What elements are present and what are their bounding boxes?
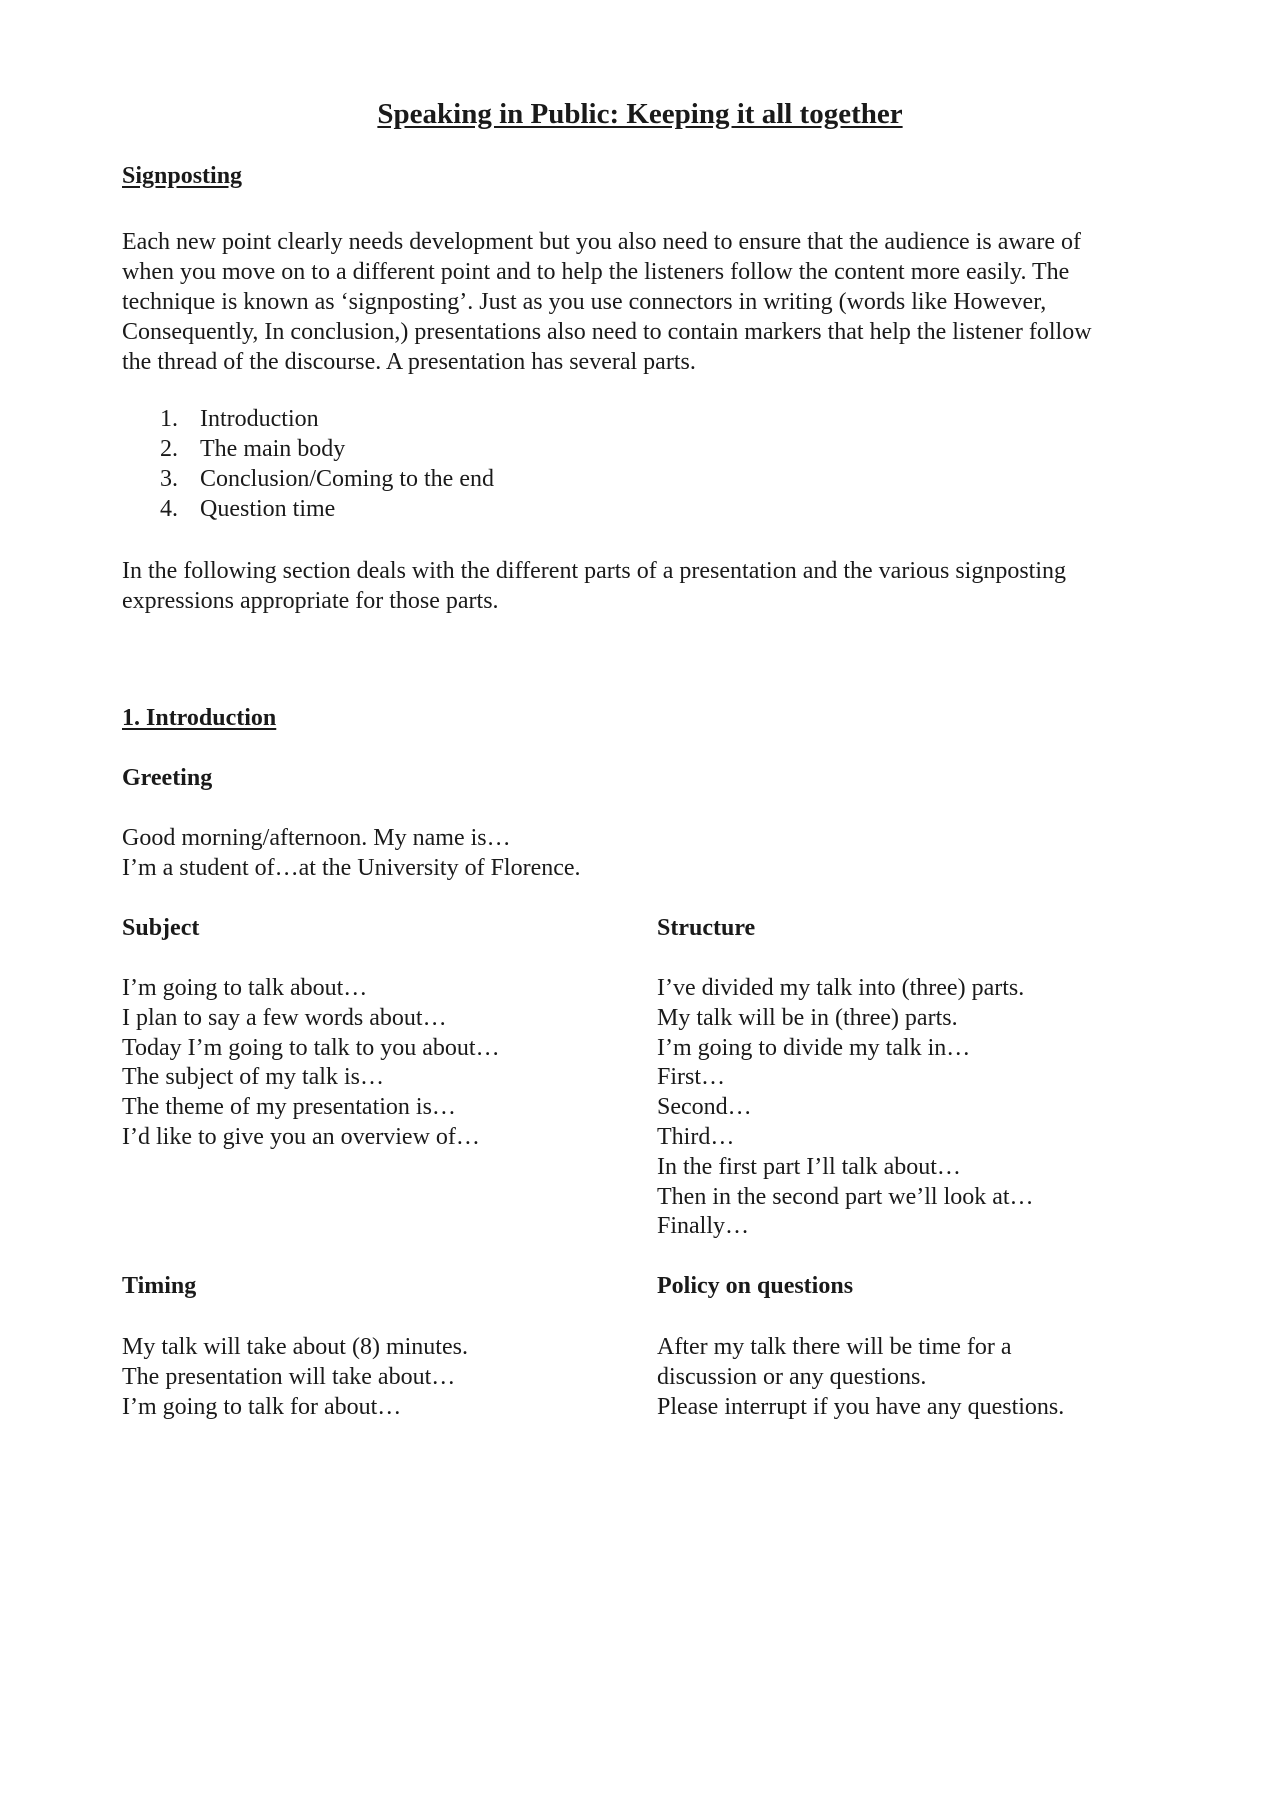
greeting-line: I’m a student of…at the University of Florence. [122, 854, 581, 881]
paragraph-line: the thread of the discourse. A presentation has several parts. [122, 349, 696, 375]
following-section-paragraph [122, 556, 1066, 616]
timing-line: My talk will take about (8) minutes. [122, 1334, 468, 1360]
policy-line: discussion or any questions. [657, 1363, 927, 1390]
paragraph-line: expressions appropriate for those parts. [122, 588, 499, 614]
subject-line: I plan to say a few words about… [122, 1004, 447, 1031]
subject-heading: Subject [122, 915, 200, 941]
signposting-heading: Signposting [122, 163, 243, 189]
structure-line: Finally… [657, 1213, 750, 1240]
list-item: 3. Conclusion/Coming to the end [160, 466, 494, 492]
paragraph-line: technique is known as ‘signposting’. Just as you use connectors in writing (words like However, [122, 289, 1047, 315]
greeting-line: Good morning/afternoon. My name is… [122, 825, 511, 851]
timing-line: The presentation will take about… [122, 1363, 456, 1390]
signposting-paragraph [122, 227, 1092, 377]
policy-line: Please interrupt if you have any questions. [657, 1393, 1065, 1420]
structure-line: I’ve divided my talk into (three) parts. [657, 975, 1025, 1001]
subject-line: The subject of my talk is… [122, 1064, 384, 1091]
paragraph-line: Each new point clearly needs development but you also need to ensure that the audience is aware of [122, 229, 1081, 255]
list-item: 1. Introduction [160, 406, 319, 432]
subject-line: Today I’m going to talk to you about… [122, 1034, 500, 1061]
paragraph-line: In the following section deals with the different parts of a presentation and the various signposting [122, 558, 1067, 584]
greeting-lines [122, 824, 581, 884]
policy-lines [657, 1333, 1064, 1422]
policy-line: After my talk there will be time for a [657, 1334, 1012, 1360]
policy-heading: Policy on questions [657, 1273, 854, 1299]
paragraph-line: Consequently, In conclusion,) presentations also need to contain markers that help the listener follow [122, 319, 1092, 345]
structure-lines [657, 974, 1034, 1242]
introduction-heading: 1. Introduction [122, 705, 277, 731]
paragraph-line: when you move on to a different point and to help the listeners follow the content more easily. The [122, 259, 1070, 285]
timing-heading: Timing [122, 1273, 197, 1299]
structure-line: In the first part I’ll talk about… [657, 1153, 961, 1180]
list-item: 2. The main body [160, 436, 346, 462]
presentation-parts-list [122, 404, 494, 524]
list-item: 4. Question time [160, 496, 336, 522]
structure-line: Third… [657, 1123, 735, 1150]
subject-lines [122, 974, 500, 1153]
structure-line: First… [657, 1064, 726, 1091]
timing-lines [122, 1333, 468, 1422]
structure-line: Then in the second part we’ll look at… [657, 1183, 1034, 1210]
structure-line: Second… [657, 1094, 752, 1121]
subject-line: The theme of my presentation is… [122, 1094, 456, 1121]
subject-line: I’d like to give you an overview of… [122, 1123, 480, 1150]
structure-line: I’m going to divide my talk in… [657, 1034, 971, 1061]
structure-heading: Structure [657, 915, 756, 941]
structure-line: My talk will be in (three) parts. [657, 1004, 958, 1031]
timing-line: I’m going to talk for about… [122, 1393, 402, 1420]
subject-line: I’m going to talk about… [122, 975, 368, 1001]
document-title: Speaking in Public: Keeping it all together [377, 98, 903, 130]
greeting-heading: Greeting [122, 765, 213, 791]
